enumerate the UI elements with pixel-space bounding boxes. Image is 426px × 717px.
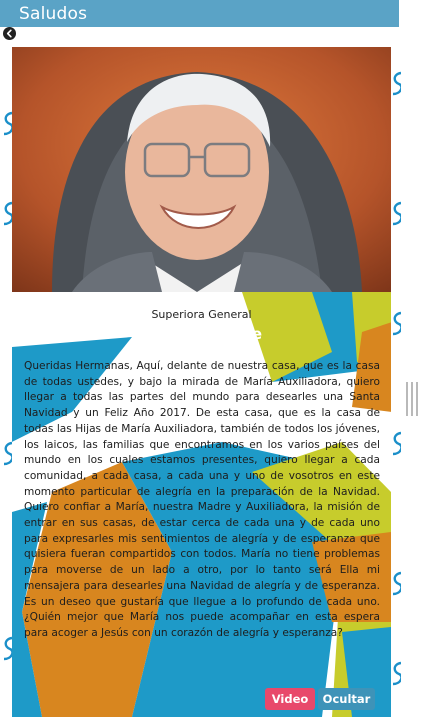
logo-strip-left xyxy=(2,40,12,700)
page-title: Saludos xyxy=(19,3,88,24)
salesian-logo-icon xyxy=(2,110,12,150)
salesian-logo-icon xyxy=(391,70,401,110)
salesian-logo-icon xyxy=(391,310,401,350)
video-button[interactable]: Video xyxy=(265,688,315,710)
salesian-logo-icon xyxy=(391,570,401,610)
superior-general-photo xyxy=(12,47,391,292)
person-name: Madre Yvonne xyxy=(140,325,263,343)
back-button[interactable] xyxy=(3,27,16,40)
salesian-logo-icon xyxy=(391,660,401,700)
greeting-message: Queridas Hermanas, Aquí, delante de nuestra casa, que es la casa de todas ustedes, y bajo la mirada de María Auxiliadora, quiero llegar a todas las partes del mundo para desearles una Santa Navidad y un Feliz Año 2017. De esta casa, que es la casa de todas las Hijas de María Auxiliadora, también de todos los jóvenes, los laicos, las familias que encontramos en los varios países del mundo en los cuales estamos presentes, quiero llegar a cada comunidad, a cada casa, a cada una y uno de vosotros en este momento particular de alegría en la preparación de la Navidad. Quiero confiar a María, nuestra Madre y Auxiliadora, la misión de entrar en sus casas, de estar cerca de cada una y de cada uno para expresarles mis sentimientos de alegría y de esperanza que quisiera fueran compartidos con todos. María no tiene problemas para moverse de un lado a otro, por lo tanto será Ella mi mensajera para desearles una Navidad de alegría y de esperanza. Es un deseo que gustaría que llegue a lo profundo de cada uno. ¿Quién mejor que María nos puede acompañar en esta espera para acoger a Jesús con un corazón de alegría y esperanza? xyxy=(24,360,380,639)
salesian-logo-icon xyxy=(391,200,401,240)
scroll-handle-icon[interactable] xyxy=(406,382,418,416)
logo-strip-right xyxy=(391,40,401,700)
salesian-logo-icon xyxy=(391,430,401,470)
salesian-logo-icon xyxy=(2,635,12,675)
back-arrow-icon xyxy=(5,29,14,38)
hide-button[interactable]: Ocultar xyxy=(318,688,375,710)
salesian-logo-icon xyxy=(2,440,12,480)
greeting-panel xyxy=(12,292,391,717)
role-title: Superiora General xyxy=(151,308,252,321)
salesian-logo-icon xyxy=(2,200,12,240)
top-bar xyxy=(0,0,399,27)
